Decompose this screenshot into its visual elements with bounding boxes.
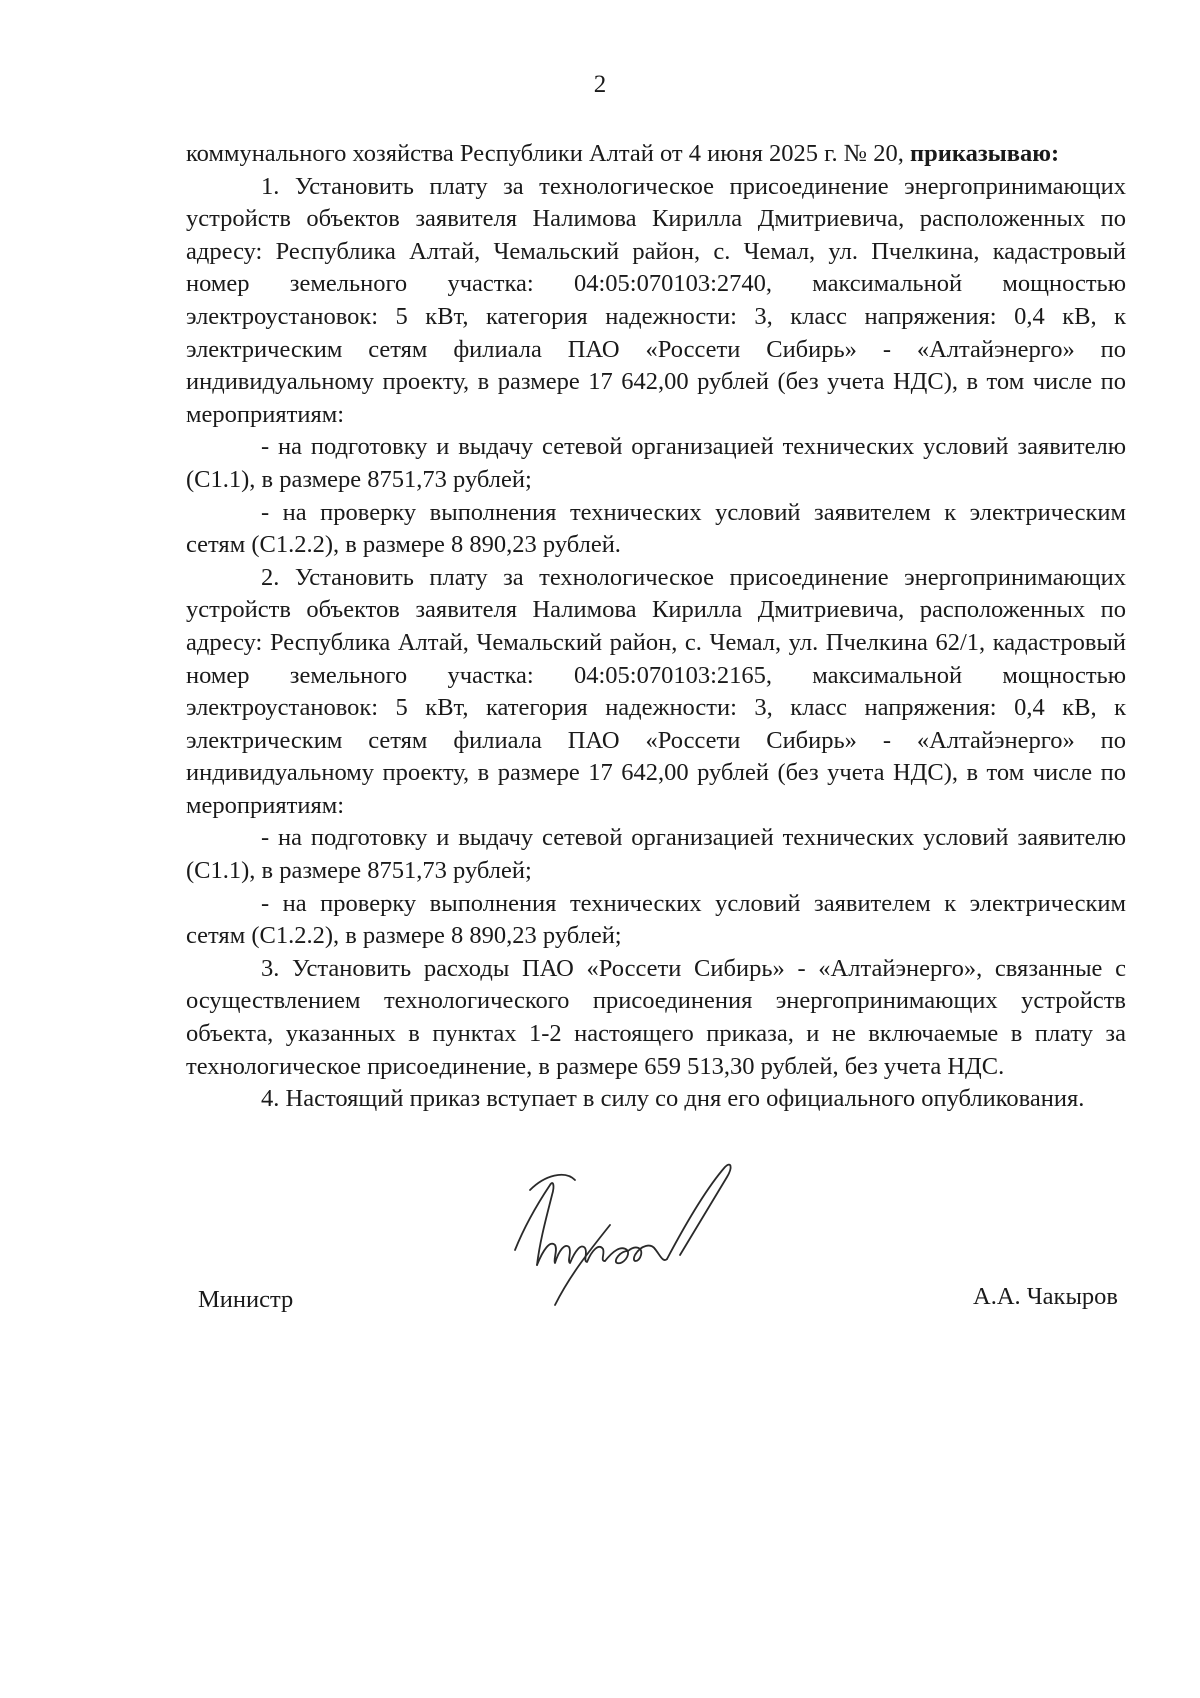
page-number: 2 (593, 71, 607, 98)
signatory-name: А.А. Чакыров (973, 1283, 1118, 1310)
clause-3: 3. Установить расходы ПАО «Россети Сибирь» - «Алтайэнерго», связанные с осуществлением технологического присоединения энергопринимающих устройств объекта, указанных в пунктах 1-2 настоящего приказа, и не включаемые в плату за технологическое присоединение, в размере 659 513,30 рублей, без учета НДС. (186, 954, 1126, 1080)
clause-4: 4. Настоящий приказ вступает в силу со дня его официального опубликования. (261, 1085, 1085, 1113)
signatory-role: Министр (198, 1286, 294, 1313)
clause-1-item-a: - на подготовку и выдачу сетевой организацией технических условий заявителю (С1.1), в размере 8751,73 рублей; (186, 433, 1126, 493)
document-body (186, 138, 1126, 1116)
clause-2-item-a: - на подготовку и выдачу сетевой организацией технических условий заявителю (С1.1), в размере 8751,73 рублей; (186, 824, 1126, 885)
intro-text: коммунального хозяйства Республики Алтай от 4 июня 2025 г. № 20, (186, 140, 904, 167)
clause-2: 2. Установить плату за технологическое присоединение энергопринимающих устройств объектов заявителя Налимова Кирилла Дмитриевича, расположенных по адресу: Республика Алтай, Чемальский район, с. Чемал, ул. Пчелкина 62/1, кадастровый номер земельного участка: 04:05:070103:2165, максимальной мощностью электроустановок: 5 кВт, категория надежности: 3, класс напряжения: 0,4 кВ, к электрическим сетям филиала ПАО «Россети Сибирь» - «Алтайэнерго» по индивидуальному проекту, в размере 17 642,00 рублей (без учета НДС), в том числе по мероприятиям: (186, 563, 1126, 819)
signature-block (0, 1268, 1200, 1328)
clause-1-item-b: - на проверку выполнения технических условий заявителем к электрическим сетям (С1.2.2), в размере 8 890,23 рублей. (186, 498, 1126, 559)
order-keyword: приказываю: (909, 140, 1060, 167)
intro-paragraph (186, 138, 1126, 171)
clause-1: 1. Установить плату за технологическое присоединение энергопринимающих устройств объектов заявителя Налимова Кирилла Дмитриевича, расположенных по адресу: Республика Алтай, Чемальский район, с. Чемал, ул. Пчелкина, кадастровый номер земельного участка: 04:05:070103:2740, максимальной мощностью электроустановок: 5 кВт, категория надежности: 3, класс напряжения: 0,4 кВ, к электрическим сетям филиала ПАО «Россети Сибирь» - «Алтайэнерго» по индивидуальному проекту, в размере 17 642,00 рублей (без учета НДС), в том числе по мероприятиям: (186, 172, 1126, 428)
clause-2-item-b: - на проверку выполнения технических условий заявителем к электрическим сетям (С1.2.2), в размере 8 890,23 рублей; (186, 889, 1126, 950)
